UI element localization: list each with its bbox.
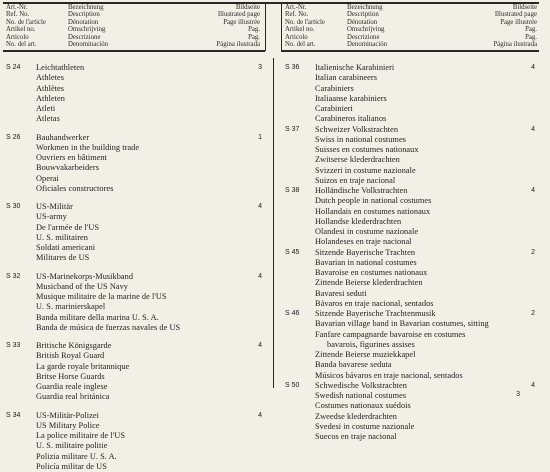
header-right-col3: Pag. — [525, 34, 537, 41]
header-left-row — [6, 19, 260, 26]
catalog-entry — [6, 341, 262, 403]
catalog-entry — [285, 125, 535, 187]
description-line: De l'armée de l'US — [36, 223, 262, 233]
header-right-row — [285, 41, 537, 48]
description-line: Guardia reale inglese — [36, 382, 262, 392]
article-number: S 32 — [6, 272, 20, 282]
header-right-row — [285, 19, 537, 26]
description-line: Italienische Karabinieri — [315, 63, 535, 73]
entry-descriptions — [315, 248, 535, 310]
description-line: Carabiniers — [315, 84, 535, 94]
illustrated-page-number: 4 — [531, 186, 535, 196]
description-line: Músicos bávaros en traje nacional, sentados — [315, 371, 535, 381]
description-line: Musique militaire de la marine de l'US — [36, 292, 262, 302]
header-left — [6, 4, 260, 48]
description-line: Bouwvakarbeiders — [36, 163, 262, 173]
description-line: Suizos en traje nacional — [315, 176, 535, 186]
description-line: Militares de US — [36, 253, 262, 263]
header-right-col3: Página ilustrada — [493, 41, 537, 48]
description-line: US-army — [36, 212, 262, 222]
description-line: Suecos en traje nacional — [315, 432, 535, 442]
illustrated-page-number: 4 — [258, 202, 262, 212]
header-left-row — [6, 26, 260, 33]
description-line: Bavarian village band in Bavarian costumes, sitting — [315, 319, 535, 329]
header-right-col3: Bildseite — [513, 4, 537, 11]
description-line: Zweedse klederdrachten — [315, 412, 535, 422]
header-left-col3: Page illustrée — [223, 19, 260, 26]
description-line: Banda de música de fuerzas navales de US — [36, 323, 262, 333]
description-line: US Military Police — [36, 421, 262, 431]
description-line: Atletas — [36, 114, 262, 124]
description-line: Bavaroise en costumes nationaux — [315, 268, 535, 278]
entry-descriptions — [36, 411, 262, 472]
description-line: Polizia militare U. S. A. — [36, 452, 262, 462]
description-line: Britse Horse Guards — [36, 372, 262, 382]
header-right-col1: No. del art. — [285, 41, 347, 48]
header-right-row — [285, 34, 537, 41]
illustrated-page-number: 4 — [258, 341, 262, 351]
header-right-col1: Ref. No. — [285, 11, 347, 18]
illustrated-page-number: 4 — [531, 381, 535, 391]
illustrated-page-number: 4 — [258, 272, 262, 282]
article-number: S 33 — [6, 341, 20, 351]
header-left-col3: Bildseite — [236, 4, 260, 11]
description-line: Svedesi in costume nazionale — [315, 422, 535, 432]
description-line: Sitzende Bayerische Trachten — [315, 248, 535, 258]
description-line: US-Marinekorps-Musikband — [36, 272, 262, 282]
description-line: Guardia real británica — [36, 392, 262, 402]
header-left-col2: Dénotation — [68, 19, 223, 26]
header-left-col1: Articolo — [6, 34, 68, 41]
header-right-col2: Descrizione — [347, 34, 525, 41]
description-line: British Royal Guard — [36, 351, 262, 361]
left-entry-column — [6, 63, 262, 472]
description-line: Athletes — [36, 73, 262, 83]
header-left-col3: Illustrated page — [218, 11, 260, 18]
header-right — [285, 4, 537, 48]
header-divider-right — [281, 2, 282, 51]
header-right-col2: Bezeichnung — [347, 4, 513, 11]
entry-descriptions — [315, 309, 535, 381]
header-right-col3: Pag. — [525, 26, 537, 33]
description-line: Holländische Volkstrachten — [315, 186, 535, 196]
description-line: Workmen in the building trade — [36, 143, 262, 153]
description-line: Suisses en costumes nationaux — [315, 145, 535, 155]
header-left-col1: No. de l'article — [6, 19, 68, 26]
entry-descriptions — [315, 381, 535, 443]
header-bottom-rule-right — [281, 50, 539, 52]
description-line: Bavarian in national costumes — [315, 258, 535, 268]
header-right-row — [285, 11, 537, 18]
description-line: Bavaresi seduti — [315, 289, 535, 299]
description-line: Zittende Beierse muziekkapel — [315, 350, 535, 360]
article-number: S 45 — [285, 248, 299, 258]
right-entry-column — [285, 63, 535, 442]
entry-descriptions — [36, 272, 262, 334]
description-line: Schwedische Volkstrachten — [315, 381, 535, 391]
entry-descriptions — [315, 186, 535, 248]
catalog-entry — [6, 63, 262, 125]
header-right-col2: Omschrijving — [347, 26, 525, 33]
description-line: Policía militar de US — [36, 462, 262, 472]
catalog-entry — [6, 202, 262, 264]
header-left-col2: Omschrijving — [68, 26, 248, 33]
entry-descriptions — [36, 341, 262, 403]
page-number: 3 — [516, 391, 520, 398]
header-left-col3: Página ilustrada — [216, 41, 260, 48]
entry-descriptions — [36, 133, 262, 195]
description-line: La police militaire de l'US — [36, 431, 262, 441]
description-line: Leichtathleten — [36, 63, 262, 73]
header-left-col3: Pag. — [248, 26, 260, 33]
description-line: Britische Königsgarde — [36, 341, 262, 351]
description-line: Bauhandwerker — [36, 133, 262, 143]
catalog-entry — [6, 411, 262, 472]
header-left-row — [6, 4, 260, 11]
header-right-col3: Page illustrée — [500, 19, 537, 26]
article-number: S 50 — [285, 381, 299, 391]
header-left-row — [6, 41, 260, 48]
description-line: Banda bavarese seduta — [315, 360, 535, 370]
header-right-row — [285, 26, 537, 33]
description-line: U. S. militaire politie — [36, 441, 262, 451]
article-number: S 30 — [6, 202, 20, 212]
entry-descriptions — [315, 125, 535, 187]
article-number: S 38 — [285, 186, 299, 196]
illustrated-page-number: 4 — [531, 63, 535, 73]
catalog-entry — [285, 309, 535, 381]
description-line: Ouvriers en bâtiment — [36, 153, 262, 163]
description-line: US-Militär-Polizei — [36, 411, 262, 421]
catalog-entry — [285, 63, 535, 125]
description-line: Oficiales constructores — [36, 184, 262, 194]
catalog-entry — [6, 133, 262, 195]
catalog-entry — [285, 248, 535, 310]
description-line: Svizzeri in costume nazionale — [315, 166, 535, 176]
description-line: Zwitserse klederdrachten — [315, 155, 535, 165]
header-left-col2: Denominación — [68, 41, 216, 48]
description-line: bavarois, figurines assises — [315, 340, 535, 350]
entry-descriptions — [36, 202, 262, 264]
description-line: Soldati americani — [36, 243, 262, 253]
header-right-col2: Denominación — [347, 41, 493, 48]
description-line: Swiss in national costumes — [315, 135, 535, 145]
header-right-row — [285, 4, 537, 11]
description-line: U. S. marinierskapel — [36, 302, 262, 312]
illustrated-page-number: 2 — [531, 248, 535, 258]
article-number: S 26 — [6, 133, 20, 143]
description-line: U. S. militairen — [36, 233, 262, 243]
article-number: S 34 — [6, 411, 20, 421]
illustrated-page-number: 2 — [531, 309, 535, 319]
header-right-col2: Dénotation — [347, 19, 500, 26]
header-left-row — [6, 34, 260, 41]
header-left-col1: Artikel no. — [6, 26, 68, 33]
description-line: Musicband of the US Navy — [36, 282, 262, 292]
article-number: S 37 — [285, 125, 299, 135]
catalog-entry — [285, 381, 535, 443]
header-right-col1: Articolo — [285, 34, 347, 41]
description-line: Atleti — [36, 104, 262, 114]
description-line: Hollandais en costumes nationaux — [315, 207, 535, 217]
description-line: Costumes nationaux suédois — [315, 401, 535, 411]
description-line: Swedish national costumes — [315, 391, 535, 401]
description-line: Sitzende Bayerische Trachtenmusik — [315, 309, 535, 319]
header-left-col2: Description — [68, 11, 218, 18]
description-line: Fanfare campagnarde bavaroise en costumes — [315, 330, 535, 340]
article-number: S 24 — [6, 63, 20, 73]
entry-descriptions — [315, 63, 535, 125]
header-left-col2: Descrizione — [68, 34, 248, 41]
article-number: S 46 — [285, 309, 299, 319]
header-left-row — [6, 11, 260, 18]
header-divider-left — [265, 2, 266, 51]
header-left-col3: Pag. — [248, 34, 260, 41]
description-line: Holandeses en traje nacional — [315, 237, 535, 247]
description-line: Carabineros italianos — [315, 114, 535, 124]
description-line: Athlètes — [36, 84, 262, 94]
header-bottom-rule-left — [3, 50, 265, 52]
catalog-entry — [6, 272, 262, 334]
illustrated-page-number: 4 — [531, 125, 535, 135]
description-line: US-Militär — [36, 202, 262, 212]
header-left-col1: No. del art. — [6, 41, 68, 48]
header-left-col1: Ref. No. — [6, 11, 68, 18]
header-right-col1: No. de l'article — [285, 19, 347, 26]
description-line: Zittende Beierse klederdrachten — [315, 278, 535, 288]
description-line: Bávaros en traje nacional, sentados — [315, 299, 535, 309]
description-line: Dutch people in national costumes — [315, 196, 535, 206]
description-line: Schweizer Volkstrachten — [315, 125, 535, 135]
article-number: S 36 — [285, 63, 299, 73]
illustrated-page-number: 4 — [258, 411, 262, 421]
illustrated-page-number: 1 — [258, 133, 262, 143]
description-line: Olandesi in costume nazionale — [315, 227, 535, 237]
header-right-col1: Art.-Nr. — [285, 4, 347, 11]
description-line: Hollandse klederdrachten — [315, 217, 535, 227]
description-line: Italian carabineers — [315, 73, 535, 83]
header-right-col2: Description — [347, 11, 495, 18]
header-left-col2: Bezeichnung — [68, 4, 236, 11]
center-divider — [273, 58, 274, 388]
description-line: Carabinieri — [315, 104, 535, 114]
description-line: Athleten — [36, 94, 262, 104]
catalog-entry — [285, 186, 535, 248]
description-line: La garde royale britannique — [36, 362, 262, 372]
illustrated-page-number: 3 — [258, 63, 262, 73]
header-left-col1: Art.-Nr. — [6, 4, 68, 11]
header-right-col1: Artikel no. — [285, 26, 347, 33]
entry-descriptions — [36, 63, 262, 125]
description-line: Operai — [36, 174, 262, 184]
description-line: Banda militare della marina U. S. A. — [36, 313, 262, 323]
header-right-col3: Illustrated page — [495, 11, 537, 18]
description-line: Italiaanse karabiniers — [315, 94, 535, 104]
